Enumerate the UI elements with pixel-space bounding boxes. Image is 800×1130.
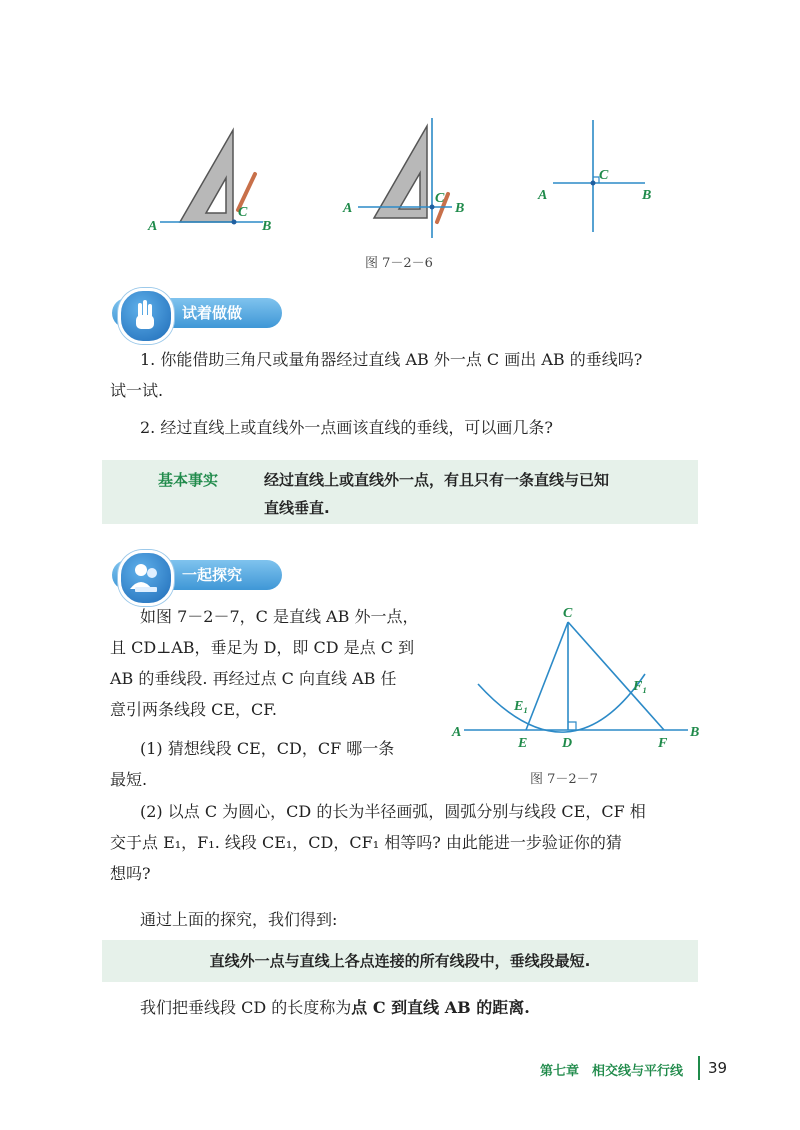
figure-7-2-6-caption: 图 7－2－6 [365,256,433,271]
label-a: A [452,725,462,740]
label-c: C [563,606,573,621]
panel-3 [537,120,651,232]
page-number: 39 [708,1059,728,1077]
label-d: D [562,736,573,751]
label-a-3: A [538,188,548,203]
conclusion-box-text: 直线外一点与直线上各点连接的所有线段中，垂线段最短. [209,952,591,970]
label-e: E [518,736,528,751]
explore-p3-line-1: (2) 以点 C 为圆心，CD 的长为半径画弧，圆弧分别与线段 CE，CF 相 [140,802,646,821]
segment-cf [568,622,664,730]
figure-7-2-7 [450,600,710,760]
explore-p1-line-4: 意引两条线段 CE，CF. [110,700,277,719]
panel-1 [147,130,271,234]
definition-prefix: 我们把垂线段 CD 的长度称为 [140,998,352,1017]
footer-divider [698,1056,700,1080]
question-1-line-2: 试一试. [110,381,164,400]
label-c-2: C [435,191,445,206]
label-a-1: A [148,219,158,234]
conclusion-box [102,940,698,982]
figure-7-2-7-caption: 图 7－2－7 [530,772,598,787]
label-b-1: B [262,219,272,234]
question-2: 2. 经过直线上或直线外一点画该直线的垂线，可以画几条? [140,418,553,437]
label-f1: F₁ [633,679,648,694]
explore-p2-line-2: 最短. [110,770,148,789]
basic-fact-line-2: 直线垂直. [264,499,330,517]
label-b: B [690,725,700,740]
question-1-line-1: 1. 你能借助三角尺或量角器经过直线 AB 外一点 C 画出 AB 的垂线吗? [140,350,643,369]
hand-icon [118,288,174,344]
basic-fact-line-1: 经过直线上或直线外一点，有且只有一条直线与已知 [264,471,610,489]
explore-p3-line-3: 想吗? [110,864,151,883]
right-angle-mark [568,722,576,730]
explore-p1-line-1: 如图 7－2－7，C 是直线 AB 外一点， [140,607,419,626]
explore-p3-line-2: 交于点 E₁，F₁. 线段 CE₁，CD，CF₁ 相等吗? 由此能进一步验证你的猜 [110,833,622,852]
explore-section-title: 一起探究 [182,566,243,584]
label-b-3: B [642,188,652,203]
try-section-title: 试着做做 [182,304,243,322]
panel-2 [342,118,464,238]
basic-fact-key: 基本事实 [158,471,219,489]
definition-line [140,992,530,1023]
explore-p1-line-3: AB 的垂线段. 再经过点 C 向直线 AB 任 [110,669,397,688]
segment-ce [526,622,568,730]
label-c-3: C [599,168,609,183]
label-b-2: B [455,201,465,216]
conclusion-intro: 通过上面的探究，我们得到: [140,910,338,929]
arc [478,674,648,732]
figure-7-2-6 [130,110,690,245]
definition-bold: 点 C 到直线 AB 的距离. [351,998,530,1017]
label-f: F [658,736,668,751]
footer-chapter: 第七章 相交线与平行线 [540,1064,684,1079]
explore-p2-line-1: (1) 猜想线段 CE，CD，CF 哪一条 [140,739,395,758]
label-e1: E₁ [514,699,529,714]
label-a-2: A [343,201,353,216]
basic-fact-box [102,460,698,524]
people-icon [118,550,174,606]
explore-p1-line-2: 且 CD⊥AB，垂足为 D，即 CD 是点 C 到 [110,638,415,657]
label-c-1: C [238,205,248,220]
